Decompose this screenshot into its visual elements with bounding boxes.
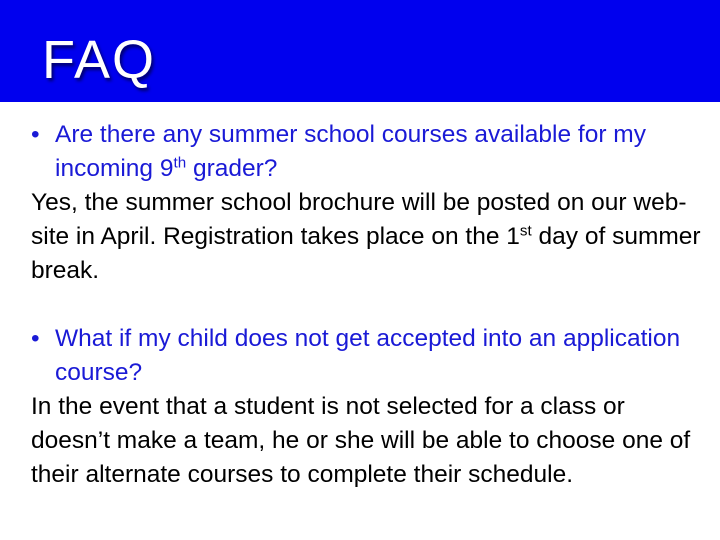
faq-question bbox=[31, 322, 701, 390]
ordinal-suffix: th bbox=[173, 154, 187, 172]
title-bar bbox=[0, 0, 720, 102]
faq-answer-text: Yes, the summer school brochure will be posted on our web-site in April. Registration takes place on the 1 bbox=[31, 189, 687, 250]
bullet-icon: • bbox=[31, 121, 40, 148]
faq-answer-text: In the event that a student is not selected for a class or doesn’t make a team, he or she will be able to choose one of their alternate courses to complete their schedule. bbox=[31, 393, 691, 488]
faq-question-text: Are there any summer school courses available for my incoming 9 bbox=[55, 121, 646, 182]
faq-question-text: What if my child does not get accepted into an application course? bbox=[55, 325, 681, 386]
faq-answer bbox=[31, 390, 701, 492]
faq-question-text-end: grader? bbox=[186, 155, 278, 182]
ordinal-suffix: st bbox=[519, 222, 532, 240]
page-title: FAQ bbox=[42, 30, 157, 90]
faq-answer bbox=[31, 186, 701, 288]
bullet-icon: • bbox=[31, 325, 40, 352]
faq-answer-text-end: day of summer break. bbox=[31, 223, 701, 284]
faq-item-summer-school bbox=[31, 118, 701, 288]
faq-content bbox=[31, 118, 701, 492]
faq-question bbox=[31, 118, 701, 186]
faq-item-application-course bbox=[31, 322, 701, 492]
